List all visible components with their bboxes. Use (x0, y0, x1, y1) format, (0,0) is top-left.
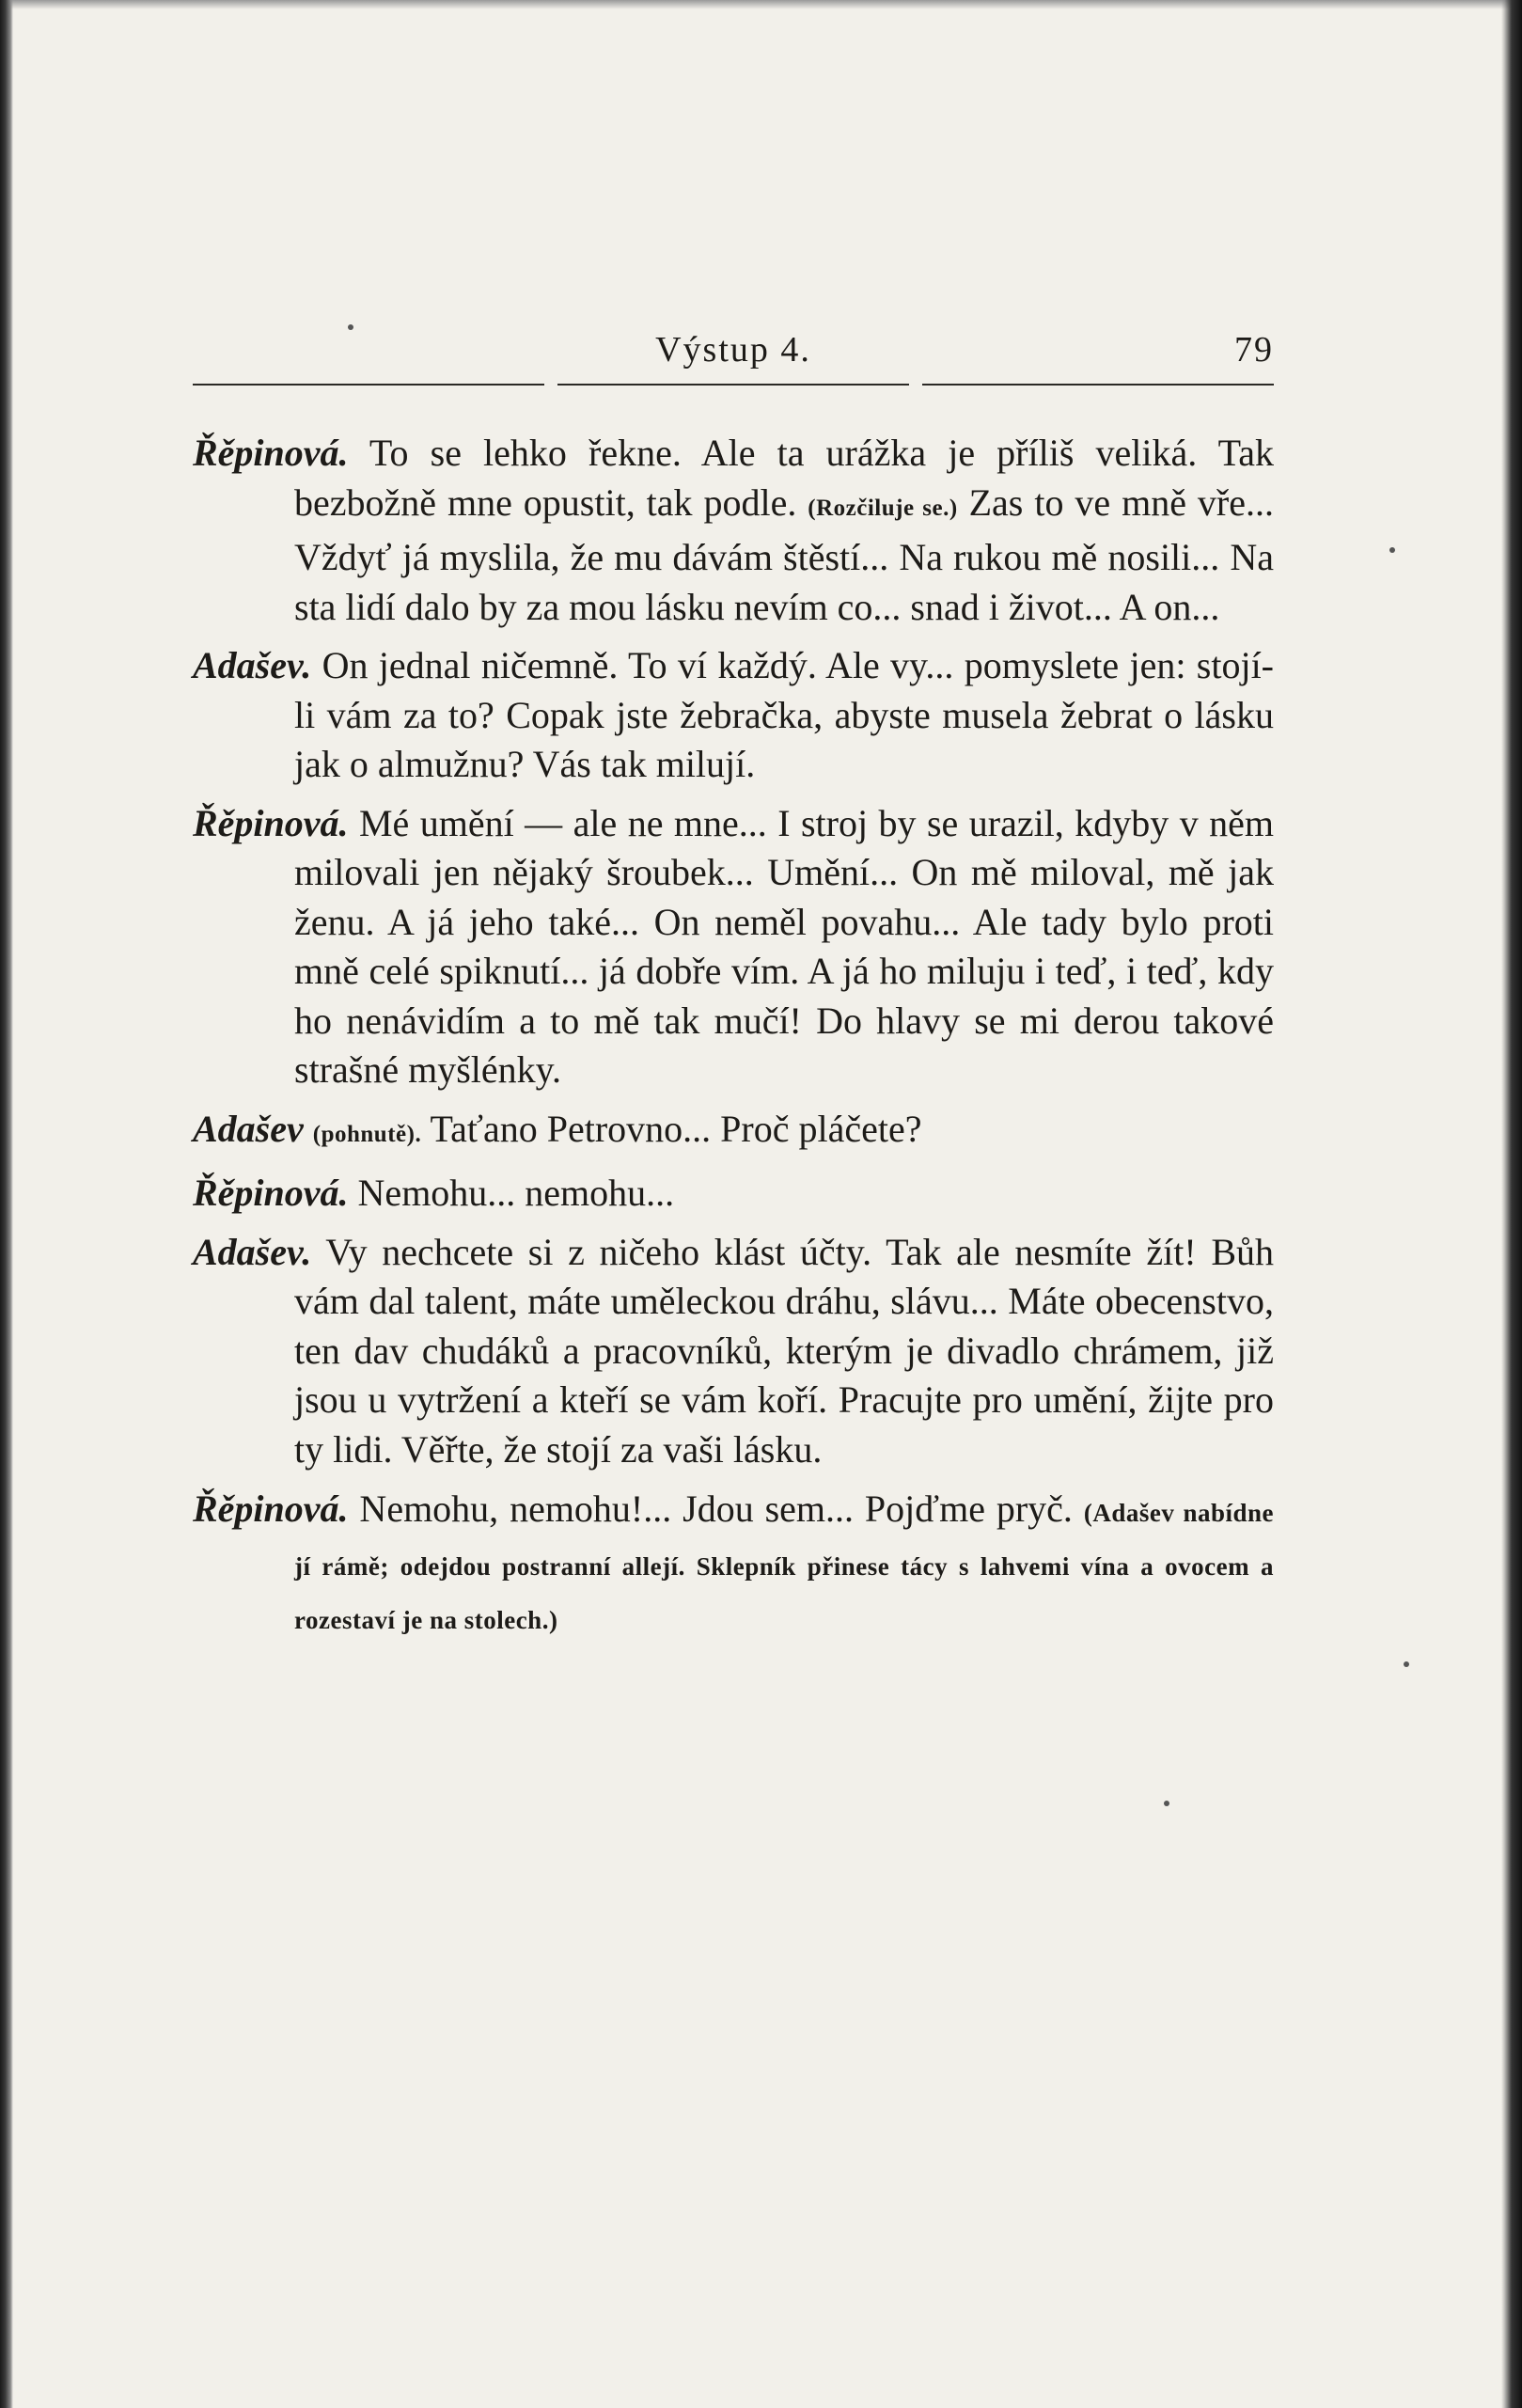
speaker-name: Řěpinová. (193, 432, 349, 474)
speech (193, 1105, 1274, 1160)
speaker-name: Adašev. (193, 644, 312, 686)
speech (193, 641, 1274, 790)
paper-speck (1164, 1801, 1169, 1806)
header-rule-segment (922, 384, 1274, 386)
paper-speck (1404, 1661, 1409, 1667)
running-head (193, 320, 1274, 376)
speech (193, 799, 1274, 1095)
speech-text: Vy nechcete si z ničeho klást účty. Tak ale nesmíte žít! Bůh vám dal talent, máte uměleckou dráhu, slávu... Máte obecenstvo, ten dav chudáků a pracovníků, kterým je divadlo chrámem, již jsou u vytržení a kteří se vám koří. Pracujte pro umění, žijte pro ty lidi. Věřte, že stojí za vaši lásku. (294, 1230, 1274, 1471)
stage-direction: (Rozčiluje se.) (808, 495, 958, 521)
speaker-name: Adašev (193, 1107, 304, 1150)
header-rule-segment (193, 384, 544, 386)
speech-text: Nemohu... nemohu... (348, 1172, 675, 1214)
speaker-name: Adašev. (193, 1230, 312, 1273)
speech (193, 1484, 1274, 1645)
speech (193, 1169, 1274, 1219)
paper-speck (1389, 547, 1395, 553)
speaker-name: Řěpinová. (193, 1172, 349, 1214)
header-rule (193, 384, 1274, 386)
speech-text (304, 1108, 313, 1150)
speaker-name: Řěpinová. (193, 801, 349, 844)
stage-direction: (Adašev nabídne jí rámě; odejdou postranní allejí. Sklepník přinese tácy s lahvemi vína a ovocem a rozestaví je na stolech.) (294, 1499, 1275, 1634)
speech-text: Mé umění — ale ne mne... I stroj by se urazil, kdyby v něm milovali jen nějaký šroubek... Umění... On mě miloval, mě jak ženu. A já jeho také... On neměl povahu... Ale tady bylo proti mně celé spiknutí... já dobře vím. A já ho miluju i teď, i teď, kdy ho nenávidím a to mě tak mučí! Do hlavy se mi derou takové strašné myšlénky. (294, 801, 1274, 1091)
speech-text: To se lehko řekne. Ale ta urážka je příliš veliká. Tak bezbožně mne opustit, tak podle. (294, 432, 1274, 524)
speech-text: Zas to ve mně vře... Vždyť já myslila, že mu dávám štěstí... Na rukou mě nosili... Na sta lidí dalo by za mou lásku nevím co... snad i život... A on... (294, 480, 1274, 628)
scan-edge-right (1501, 0, 1522, 2408)
page-number: 79 (1234, 330, 1274, 370)
stage-direction: (pohnutě). (312, 1121, 422, 1147)
scan-edge-top (0, 0, 1522, 9)
header-rule-segment (557, 384, 909, 386)
speech (193, 1228, 1274, 1475)
speech (193, 429, 1274, 632)
dialogue (193, 429, 1274, 1645)
speaker-name: Řěpinová. (193, 1487, 349, 1530)
scene-title: Výstup 4. (655, 330, 811, 370)
speech-text: Nemohu, nemohu!... Jdou sem... Pojďme pryč. (348, 1487, 1084, 1530)
book-page (193, 320, 1274, 1654)
speech-text: On jednal ničemně. To ví každý. Ale vy... pomyslete jen: stojí-li vám za to? Copak jste žebračka, abyste musela žebrat o lásku jak o almužnu? Vás tak milují. (294, 644, 1274, 785)
scan-edge-left (0, 0, 13, 2408)
speech-text: Taťano Petrovno... Proč pláčete? (421, 1107, 922, 1150)
